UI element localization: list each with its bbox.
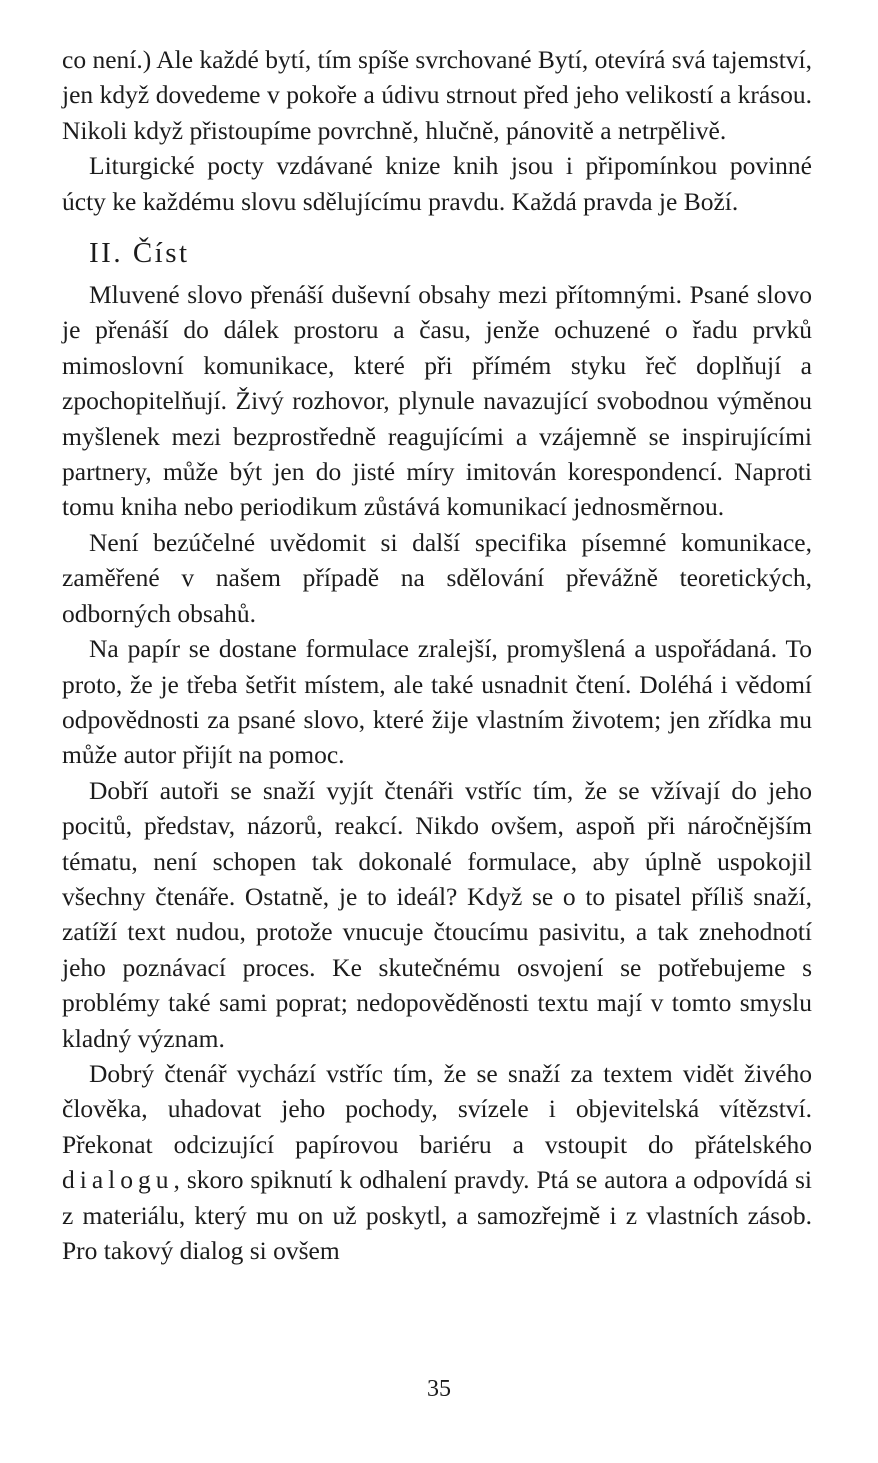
paragraph-7 [62,1056,812,1268]
paragraph-6: Dobří autoři se snaží vyjít čtenáři vstříc tím, že se vžívají do jeho pocitů, představ, názorů, reakcí. Nikdo ovšem, aspoň při náročnějším tématu, není schopen tak dokonalé formulace, aby úplně uspokojil všechny čtenáře. Ostatně, je to ideál? Když se o to pisatel příliš snaží, zatíží text nudou, protože vnucuje čtoucímu pasivitu, a tak znehodnotí jeho poznávací proces. Ke skutečnému osvojení se potřebujeme s problémy také sami poprat; nedopověděnosti textu mají v tomto smyslu kladný význam. [62,775,812,1053]
emphasized-word: dialogu [62,1165,174,1195]
paragraph-3: Mluvené slovo přenáší duševní obsahy mezi přítomnými. Psané slovo je přenáší do dálek prostoru a času, jenže ochuzené o řadu prvků mimoslovní komunikace, které při přímém styku řeč doplňují a zpochopitelňují. Živý rozhovor, plynule navazující svobodnou výměnou myšlenek mezi bezprostředně reagujícími a vzájemně se inspirujícími partnery, může být jen do jisté míry imitován korespondencí. Naproti tomu kniha nebo periodikum zůstává komunikací jednosměrnou. [62,280,812,522]
page-body [62,42,812,1268]
paragraph-5: Na papír se dostane formulace zralejší, promyšlená a uspořádaná. To proto, že je třeba šetřit místem, ale také usnadnit čtení. Doléhá i vědomí odpovědnosti za psané slovo, které žije vlastním životem; jen zřídka mu může autor přijít na pomoc. [62,634,812,770]
paragraph-7-end: , skoro spiknutí k odhalení pravdy. Ptá se autora a odpovídá si z materiálu, který mu on už poskytl, a samozřejmě i z vlastních zásob. Pro takový dialog si ovšem [62,1165,812,1265]
paragraph-7-start: Dobrý čtenář vychází vstříc tím, že se snaží za textem vidět živého člověka, uhadovat jeho pochody, svízele i objevitelská vítězství. Překonat odcizující papírovou bariéru a vstoupit do přátelského [62,1058,812,1159]
paragraph-4: Není bezúčelné uvědomit si další specifika písemné komunikace, zaměřené v našem případě na sdělování převážně teoretických, odborných obsahů. [62,527,812,628]
section-heading: II. Číst [89,237,190,270]
paragraph-1: co není.) Ale každé bytí, tím spíše svrchované Bytí, otevírá svá tajemství, jen když dovedeme v pokoře a údivu strnout před jeho velikostí a krásou. Nikoli když přistoupíme povrchně, hlučně, pánovitě a netrpělivě. [62,45,812,145]
page-number: 35 [427,1376,451,1402]
paragraph-2: Liturgické pocty vzdávané knize knih jsou i připomínkou povinné úcty ke každému slovu sdělujícímu pravdu. Každá pravda je Boží. [62,151,812,216]
